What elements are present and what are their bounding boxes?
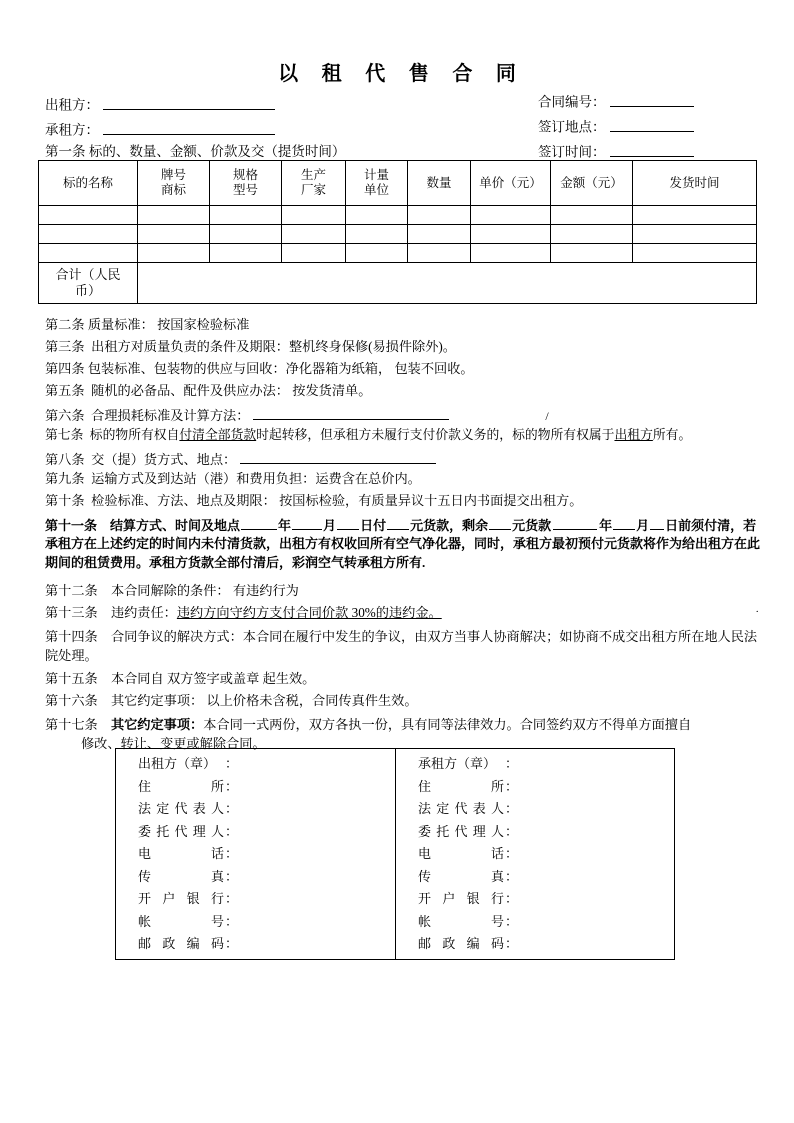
lessor-legal-rep-row [138, 802, 395, 825]
lessee-fax-colon: ： [505, 868, 519, 884]
lessor-field [45, 95, 275, 112]
clause-14-text: 合同争议的解决方式：本合同在履行中发生的争议，由双方当事人协商解决；如协商不成交出租方所在地人民法院处理。 [45, 629, 758, 663]
cell-model[interactable] [210, 225, 282, 244]
col-header-unit-l2: 单位 [363, 183, 389, 197]
clause-12-text: 本合同解除的条件： 有违约行为 [110, 583, 299, 598]
col-header-manufacturer-l2: 厂家 [300, 183, 326, 197]
clause-6-number: 第六条 [45, 408, 85, 424]
lessee-account-label: 帐号 [418, 913, 504, 929]
lessee-input[interactable] [103, 120, 275, 135]
lessor-legal-rep-colon: ： [225, 801, 239, 816]
sign-place-input[interactable] [610, 117, 694, 132]
col-header-manufacturer [282, 161, 346, 206]
cell-brand[interactable] [138, 244, 210, 263]
lessor-legal-rep-label: 法定代表人 [138, 801, 224, 816]
lessor-address-row [138, 780, 395, 803]
clause-2-text: 质量标准： 按国家检验标准 [87, 317, 250, 332]
clause-9 [45, 472, 761, 487]
clause-11-text-5: 元货款，剩余 [410, 518, 489, 533]
clause-2 [45, 318, 761, 333]
clause-12-number: 第十二条 [45, 583, 98, 598]
lessee-bank-colon: ： [505, 891, 519, 906]
clause-9-text: 运输方式及到达站（港）和费用负担：运费含在总价内。 [91, 471, 421, 486]
total-label [39, 263, 138, 304]
col-header-unit-price [471, 161, 551, 206]
col-header-amount [551, 161, 633, 206]
clause-14-number: 第十四条 [45, 629, 98, 644]
lessor-fax-label: 传真 [138, 868, 224, 884]
clause-5 [45, 384, 761, 399]
cell-quantity[interactable] [408, 244, 471, 263]
clause-8-input[interactable] [240, 450, 436, 464]
lessee-postcode-colon: ： [505, 936, 519, 951]
lessor-agent-colon: ： [225, 823, 239, 839]
clause-11-day2-label: 日 [665, 518, 679, 533]
clause-10-number: 第十条 [45, 493, 85, 508]
clause-17-bold-label: 其它约定事项： [110, 717, 204, 732]
page-title: 以 租 代 售 合 同 [278, 63, 525, 85]
lessor-fax-colon: ： [225, 868, 239, 884]
clause-2-number: 第二条 [45, 317, 85, 332]
cell-name[interactable] [39, 206, 138, 225]
lessee-fax-label: 传真 [418, 868, 504, 884]
table-row [39, 244, 757, 263]
clause-11-text-1: 结算方式、时间及地点 [110, 518, 241, 533]
cell-delivery-time[interactable] [633, 225, 757, 244]
col-header-name [39, 161, 138, 206]
lessee-account-row [418, 915, 674, 938]
cell-unit[interactable] [346, 206, 408, 225]
lessee-bank-row [418, 892, 674, 915]
col-header-quantity [408, 161, 471, 206]
clause-11-month-label: 月 [323, 518, 337, 533]
clause-5-text: 随机的必备品、配件及供应办法： 按发货清单。 [91, 383, 372, 398]
table-row [39, 225, 757, 244]
cell-manufacturer[interactable] [282, 244, 346, 263]
clause-9-number: 第九条 [45, 471, 85, 486]
lessor-agent-row [138, 825, 395, 848]
lessee-legal-rep-label: 法定代表人 [418, 801, 504, 816]
sign-date-input[interactable] [610, 142, 694, 157]
table-total-row [39, 263, 757, 304]
clause-6-input[interactable] [253, 406, 449, 420]
col-header-brand-l1: 牌号 [160, 168, 186, 183]
clause-12 [45, 584, 761, 599]
clause-16-number: 第十六条 [45, 693, 98, 708]
clause-5-number: 第五条 [45, 383, 85, 398]
col-header-brand [138, 161, 210, 206]
cell-name[interactable] [39, 244, 138, 263]
lessor-seal-label: 出租方（章） [138, 756, 217, 771]
clause-8-number: 第八条 [45, 452, 85, 468]
clause-7-underline-1: 付清全部货款 [179, 428, 257, 442]
cell-name[interactable] [39, 225, 138, 244]
clause-11-year2-label: 年 [599, 518, 613, 533]
sign-place-label: 签订地点： [538, 119, 606, 135]
total-label-l1: 合计（人民 [55, 267, 121, 283]
lessor-account-label: 帐号 [138, 913, 224, 929]
cell-unit-price[interactable] [471, 225, 551, 244]
clause-10-text: 检验标准、方法、地点及期限： 按国标检验，有质量异议十五日内书面提交出租方。 [91, 493, 583, 508]
table-row [39, 206, 757, 225]
table-header-row [39, 161, 757, 206]
lessor-postcode-row [138, 937, 395, 960]
lessor-bank-label: 开户银行 [138, 891, 224, 906]
clause-one-heading: 第一条 标的、数量、金额、价款及交（提货时间） [45, 144, 346, 159]
clause-11-year2-input[interactable] [553, 516, 597, 530]
sign-date-field [538, 142, 694, 159]
clause-7-underline-2: 出租方 [614, 428, 653, 442]
clause-13-edge-mark: · [755, 606, 759, 618]
col-header-unit-l1: 计量 [363, 168, 389, 183]
clause-7-number: 第七条 [45, 428, 84, 442]
lessee-phone-colon: ： [505, 846, 519, 861]
clause-13 [45, 606, 761, 621]
cell-delivery-time[interactable] [633, 206, 757, 225]
col-header-model-l1: 规格 [232, 168, 258, 183]
lessee-account-colon: ： [505, 913, 519, 929]
cell-quantity[interactable] [408, 206, 471, 225]
lessee-bank-label: 开户银行 [418, 891, 504, 906]
col-header-unit-price-text: 单价（元） [479, 175, 542, 190]
clause-11-remain-input[interactable] [489, 516, 511, 530]
clause-16-text: 其它约定事项： 以上价格未含税，合同传真件生效。 [110, 693, 418, 708]
clause-6 [45, 406, 761, 424]
clause-17-text-cont: 修改、转让、变更或解除合同。 [81, 735, 266, 751]
lessee-agent-row [418, 825, 674, 848]
cell-manufacturer[interactable] [282, 225, 346, 244]
cell-brand[interactable] [138, 225, 210, 244]
clause-3 [45, 340, 761, 355]
lessee-legal-rep-colon: ： [505, 801, 519, 816]
lessor-bank-colon: ： [225, 891, 239, 906]
cell-unit[interactable] [346, 244, 408, 263]
clause-16 [45, 694, 761, 709]
clause-15 [45, 672, 761, 687]
lessor-phone-row [138, 847, 395, 870]
lessor-agent-label: 委托代理人 [138, 823, 224, 839]
total-label-l2: 币） [74, 283, 101, 298]
clause-7-text-1: 标的物所有权自 [89, 428, 180, 442]
sign-date-label: 签订时间： [538, 144, 606, 160]
lessor-label: 出租方： [45, 97, 99, 113]
clause-4 [45, 362, 761, 377]
lessee-seal-colon: ： [505, 756, 519, 771]
cell-model[interactable] [210, 206, 282, 225]
clause-10 [45, 494, 761, 509]
col-header-name-text: 标的名称 [62, 175, 113, 190]
clause-7-text-3: 所有。 [652, 428, 692, 442]
lessee-address-colon: ： [505, 778, 519, 794]
lessee-seal-label: 承租方（章） [418, 756, 497, 771]
lessor-account-colon: ： [225, 913, 239, 929]
cell-amount[interactable] [551, 225, 633, 244]
cell-quantity[interactable] [408, 225, 471, 244]
clause-11-month2-input[interactable] [613, 516, 635, 530]
clause-17-text: 本合同一式两份，双方各执一份，具有同等法律效力。合同签约双方不得单方面擅自 [203, 717, 692, 732]
clause-11-day-label: 日付 [360, 518, 387, 533]
cell-unit[interactable] [346, 225, 408, 244]
clause-11-text-6: 元货款 [512, 518, 552, 533]
contract-number-field [538, 92, 694, 109]
contract-number-label: 合同编号： [538, 94, 606, 110]
contract-number-input[interactable] [610, 92, 694, 107]
lessor-account-row [138, 915, 395, 938]
col-header-manufacturer-l1: 生产 [300, 168, 326, 183]
sign-place-field [538, 117, 694, 134]
clause-3-number: 第三条 [45, 339, 85, 354]
lessor-phone-colon: ： [225, 846, 239, 861]
clause-11-year-input[interactable] [241, 516, 277, 530]
lessee-legal-rep-row [418, 802, 674, 825]
col-header-brand-l2: 商标 [160, 183, 186, 197]
clause-15-text: 本合同自 双方签字或盖章 起生效。 [110, 671, 316, 686]
clause-11-number: 第十一条 [45, 518, 98, 533]
col-header-quantity-text: 数量 [426, 175, 452, 190]
clause-8 [45, 450, 761, 468]
clause-11-month-input[interactable] [292, 516, 322, 530]
lessee-agent-label: 委托代理人 [418, 823, 504, 839]
lessor-seal-colon: ： [225, 756, 239, 771]
clause-7-text-2: 时起转移，但承租方未履行支付价款义务的，标的物所有权属于 [256, 428, 615, 442]
lessor-bank-row [138, 892, 395, 915]
goods-table [38, 160, 757, 304]
lessee-postcode-label: 邮政编码 [418, 936, 504, 951]
lessee-phone-label: 电话 [418, 846, 504, 861]
col-header-amount-text: 金额（元） [560, 175, 623, 190]
clause-11-year-label: 年 [278, 518, 292, 533]
clause-17-number: 第十七条 [45, 717, 98, 732]
lessee-label: 承租方： [45, 122, 99, 138]
lessor-postcode-label: 邮政编码 [138, 936, 224, 951]
lessor-address-colon: ： [225, 778, 239, 794]
clause-11-amount-input[interactable] [387, 516, 409, 530]
cell-unit-price[interactable] [471, 206, 551, 225]
lessor-fax-row [138, 870, 395, 893]
clause-4-number: 第四条 [45, 361, 85, 376]
clause-13-number: 第十三条 [45, 605, 98, 620]
lessee-phone-row [418, 847, 674, 870]
cell-amount[interactable] [551, 206, 633, 225]
lessor-address-label: 住所 [138, 778, 224, 794]
lessee-field [45, 120, 275, 137]
col-header-model [210, 161, 282, 206]
col-header-delivery-time-text: 发货时间 [669, 175, 720, 190]
cell-unit-price[interactable] [471, 244, 551, 263]
clause-8-text: 交（提）货方式、地点： [91, 452, 237, 468]
col-header-unit [346, 161, 408, 206]
lessee-fax-row [418, 870, 674, 893]
clause-3-text: 出租方对质量负责的条件及期限：整机终身保修(易损件除外)。 [91, 339, 456, 354]
cell-amount[interactable] [551, 244, 633, 263]
total-value-cell[interactable] [138, 263, 757, 304]
lessor-signature-column [116, 749, 395, 959]
cell-brand[interactable] [138, 206, 210, 225]
clause-13-text-1: 违约责任： [110, 605, 177, 620]
cell-delivery-time[interactable] [633, 244, 757, 263]
clause-11-day2-input[interactable] [650, 516, 664, 530]
col-header-model-l2: 型号 [232, 183, 258, 197]
clause-7 [45, 428, 761, 442]
lessor-phone-label: 电话 [138, 846, 224, 861]
clause-15-number: 第十五条 [45, 671, 98, 686]
clause-11-month2-label: 月 [636, 518, 650, 533]
clause-11 [45, 516, 761, 572]
lessor-input[interactable] [103, 95, 275, 110]
lessee-seal-row [418, 757, 674, 780]
lessee-address-row [418, 780, 674, 803]
lessor-postcode-colon: ： [225, 936, 239, 951]
lessee-postcode-row [418, 937, 674, 960]
lessee-address-label: 住所 [418, 778, 504, 794]
lessee-signature-column [395, 749, 674, 959]
lessee-agent-colon: ： [505, 823, 519, 839]
col-header-delivery-time [633, 161, 757, 206]
clause-4-text: 包装标准、包装物的供应与回收：净化器箱为纸箱， 包装不回收。 [87, 361, 474, 376]
clause-11-day-input[interactable] [337, 516, 359, 530]
clause-13-underline-1: 违约方向守约方支付合同价款 30%的违约金。 [176, 605, 442, 620]
clause-11-text-10: 前须付清，若承租方在上述约定的时间内未付清货款，出租方有权收回所有空气净化器，同时，承租方最初预付元货款将作为给出租方在此期间的租赁费用。承租方货款全部付清后，彩润空气转承租方所有. [45, 518, 761, 570]
lessor-seal-row [138, 757, 395, 780]
cell-model[interactable] [210, 244, 282, 263]
signature-block [115, 748, 675, 960]
clause-14 [45, 628, 761, 665]
cell-manufacturer[interactable] [282, 206, 346, 225]
clause-6-text: 合理损耗标准及计算方法： [91, 408, 250, 424]
clause-6-mark: / [545, 409, 549, 424]
